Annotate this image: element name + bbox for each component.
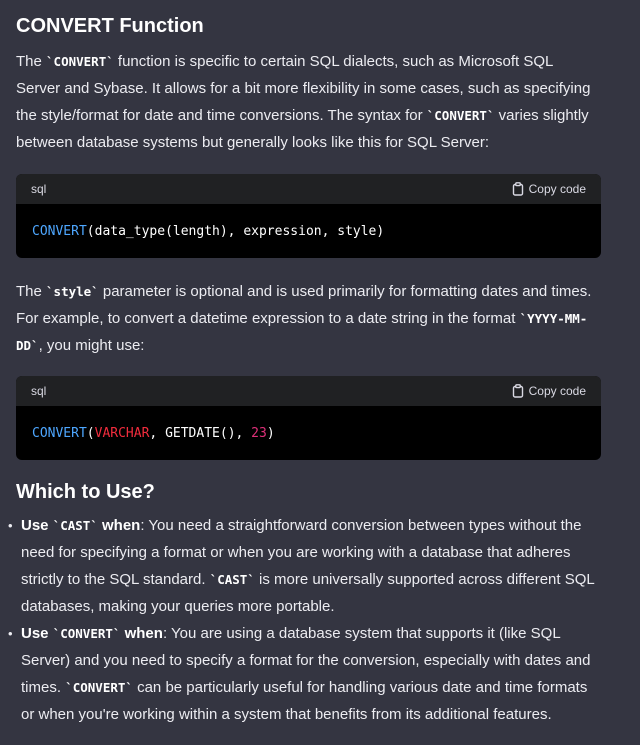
clipboard-icon [512, 384, 524, 398]
code-function-name: CONVERT [32, 223, 87, 239]
inline-code: `YYYY-MM-DD` [16, 311, 588, 353]
code-language-label: sql [31, 182, 47, 196]
inline-code: `CONVERT` [65, 680, 133, 695]
inline-code: `CONVERT` [426, 108, 495, 123]
clipboard-icon [512, 182, 524, 196]
inline-code: `CAST` [209, 572, 255, 587]
bullet-icon: • [8, 518, 13, 533]
inline-code: `CONVERT` [46, 54, 114, 69]
copy-code-label: Copy code [528, 182, 586, 196]
copy-code-label: Copy code [528, 384, 586, 398]
which-to-use-heading: Which to Use? [16, 481, 155, 503]
code-content: CONVERT (data_type(length), expression, style) [32, 223, 385, 239]
inline-code: `style` [46, 284, 99, 299]
code-block-example [16, 376, 601, 460]
list-item: • Use `CONVERT` when: You are using a database system that supports it (like SQL Server) and you need to specify a format for the conversion, especially with dates and times. `CONVERT` can be particularly useful for handling various date and time formats or when you're working within a system that benefits from its additional features. [16, 620, 601, 728]
code-type-name: VARCHAR [94, 425, 150, 441]
recommendation-list [8, 512, 601, 728]
code-block-header [16, 376, 601, 406]
code-content: CONVERT ( VARCHAR , GETDATE(), 23 ) [32, 425, 275, 441]
code-function-name: CONVERT [32, 425, 87, 441]
bullet-icon: • [8, 626, 13, 641]
list-item-lead: Use `CAST` when [21, 517, 141, 534]
code-block-header [16, 174, 601, 204]
copy-code-button[interactable] [512, 182, 586, 196]
convert-paragraph: The `CONVERT` function is specific to certain SQL dialects, such as Microsoft SQL Server and Sybase. It allows for a bit more flexibility in some cases, such as specifying the style/format for date and time conversions. The syntax for `CONVERT` varies slightly between database systems but generally looks like this for SQL Server: [16, 53, 591, 151]
code-number: 23 [251, 425, 267, 441]
copy-code-button[interactable] [512, 384, 586, 398]
inline-code: `CAST` [52, 518, 98, 533]
code-block-syntax [16, 174, 601, 258]
convert-heading: CONVERT Function [16, 15, 204, 37]
inline-code: `CONVERT` [52, 626, 121, 641]
list-item-lead: Use `CONVERT` when [21, 625, 163, 642]
list-item: • Use `CAST` when: You need a straightforward conversion between types without the need for specifying a format or when you are working with a database that adheres strictly to the SQL standard. `CAST` is more universally supported across different SQL databases, making your queries more portable. [16, 512, 601, 620]
style-paragraph: The `style` parameter is optional and is used primarily for formatting dates and times. For example, to convert a datetime expression to a date string in the format `YYYY-MM-DD`, you might use: [16, 283, 592, 354]
code-language-label: sql [31, 384, 47, 398]
